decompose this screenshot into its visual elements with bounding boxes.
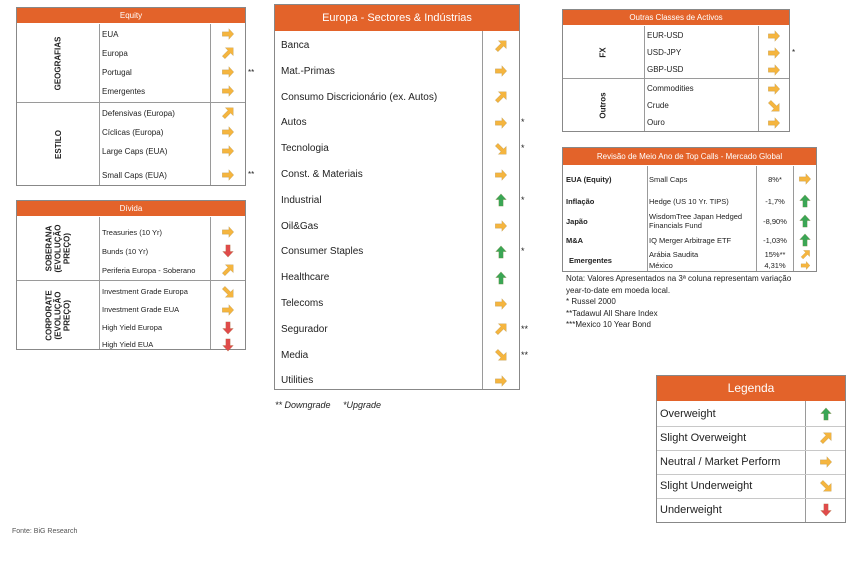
sector-row-rating [483, 317, 519, 342]
sectores-title: Europa - Sectores & Indústrias [275, 5, 519, 31]
mark-fx: * [792, 48, 796, 57]
topcall-row [563, 232, 816, 248]
sector-row-label: Const. & Materiais [281, 169, 363, 180]
debt-row-rating [211, 301, 245, 318]
arrow-up-icon [494, 245, 508, 259]
revisao-panel [562, 147, 817, 272]
topcall-note: ***Mexico 10 Year Bond [566, 320, 651, 329]
topcall-category: Inflação [566, 196, 595, 206]
arrow-right-icon [221, 84, 235, 98]
sector-row-rating [483, 136, 519, 161]
equity-row [17, 103, 245, 123]
mark-small-caps: ** [248, 170, 255, 179]
topcall-rating [794, 210, 816, 232]
sector-row-rating [483, 85, 519, 110]
arrow-right-icon [221, 65, 235, 79]
sector-row [275, 85, 519, 110]
asset-row-rating [759, 97, 789, 114]
sector-mark: * [521, 246, 525, 257]
arrow-right-icon [494, 374, 508, 388]
sector-row [275, 33, 519, 58]
arrow-right-icon [221, 125, 235, 139]
topcall-asset: México [649, 261, 673, 270]
arrow-right-icon [819, 455, 833, 469]
sectores-footnote: ** Downgrade *Upgrade [275, 400, 382, 410]
asset-row-label: GBP-USD [647, 65, 684, 74]
equity-row-rating [211, 122, 245, 142]
debt-row-rating [211, 223, 245, 241]
sector-mark: * [521, 143, 525, 154]
sector-row [275, 368, 519, 393]
equity-row-rating [211, 82, 245, 100]
topcall-note: year-to-date em moeda local. [566, 285, 671, 295]
topcall-rating [794, 232, 816, 248]
equity-row [17, 82, 245, 100]
outras-title: Outras Classes de Activos [563, 10, 789, 25]
sector-row-rating [483, 343, 519, 368]
equity-row-rating [211, 165, 245, 185]
equity-row-label: Large Caps (EUA) [102, 146, 168, 156]
sector-row [275, 265, 519, 290]
sector-row-rating [483, 368, 519, 393]
arrow-right-icon [767, 46, 781, 60]
legend-label: Slight Underweight [660, 480, 753, 492]
arrow-up-right-icon [221, 46, 235, 60]
divida-title: Dívida [17, 201, 245, 216]
debt-row-label: High Yield Europa [102, 323, 163, 332]
topcall-value: 8%* [768, 174, 782, 184]
topcall-asset: Small Caps [649, 174, 688, 184]
legend-symbol [806, 450, 845, 474]
asset-row-label: Ouro [647, 118, 665, 127]
legend-item [657, 498, 845, 522]
topcall-rating [794, 260, 816, 271]
group-label-fx: FX [598, 46, 608, 58]
asset-row [563, 114, 789, 131]
arrow-right-icon [494, 297, 508, 311]
topcall-category: EUA (Equity) [566, 174, 612, 184]
sector-row-label: Consumer Staples [281, 246, 364, 258]
sector-row-rating [483, 162, 519, 187]
arrow-right-icon [494, 64, 508, 78]
asset-row [563, 44, 789, 61]
equity-row-label: Europa [102, 48, 128, 58]
arrow-down-right-icon [221, 285, 235, 299]
sector-mark: ** [521, 323, 529, 334]
debt-row-rating [211, 283, 245, 300]
arrow-down-icon [221, 244, 235, 258]
debt-row-label: High Yield EUA [102, 340, 154, 349]
topcall-value: -1,7% [765, 196, 785, 206]
equity-row [17, 165, 245, 185]
arrow-right-icon [221, 27, 235, 41]
sector-row [275, 317, 519, 342]
topcall-note: **Tadawul All Share Index [566, 308, 658, 318]
equity-row-label: Small Caps (EUA) [102, 170, 167, 180]
debt-row [17, 336, 245, 353]
sector-row-label: Consumo Discricionário (ex. Autos) [281, 91, 438, 103]
equity-row [17, 63, 245, 81]
topcall-value: 15%** [764, 250, 786, 259]
legend-label: Underweight [660, 504, 722, 516]
group-label-soberana: SOBERANA (EVOLUÇÃO PREÇO) [44, 224, 72, 273]
legend-label: Neutral / Market Perform [660, 456, 781, 468]
arrow-down-right-icon [494, 142, 508, 156]
equity-row-rating [211, 141, 245, 161]
sector-row-rating [483, 214, 519, 239]
asset-row [563, 97, 789, 114]
sector-row-label: Banca [281, 40, 310, 51]
sector-row-label: Telecoms [281, 298, 324, 309]
legend-label: Slight Overweight [660, 432, 747, 444]
equity-row-label: Emergentes [102, 86, 146, 96]
arrow-up-icon [819, 407, 833, 421]
sector-row-label: Mat.-Primas [281, 65, 335, 77]
sector-row [275, 188, 519, 213]
sector-row-rating [483, 239, 519, 264]
asset-row [563, 80, 789, 97]
arrow-up-icon [494, 271, 508, 285]
debt-row-label: Investment Grade EUA [102, 305, 180, 314]
topcall-value: -8,90% [763, 216, 787, 226]
arrow-right-icon [221, 225, 235, 239]
arrow-right-icon [221, 168, 235, 182]
sector-mark: * [521, 194, 525, 205]
sector-row-rating [483, 33, 519, 58]
equity-row-rating [211, 25, 245, 43]
equity-title: Equity [17, 8, 245, 23]
topcall-value: 4,31% [764, 261, 786, 270]
debt-row-rating [211, 242, 245, 260]
sector-row-label: Oil&Gas [281, 220, 319, 232]
legend-item [657, 474, 845, 498]
topcall-row [563, 168, 816, 190]
group-label-estilo: ESTILO [53, 129, 63, 159]
arrow-down-right-icon [767, 99, 781, 113]
legend-label: Overweight [660, 408, 716, 420]
legend-item [657, 402, 845, 426]
topcall-rating [794, 249, 816, 260]
equity-row-label: Cíclicas (Europa) [102, 127, 164, 137]
debt-row [17, 301, 245, 318]
arrow-up-icon [798, 214, 812, 228]
sector-row [275, 239, 519, 264]
arrow-up-right-icon [800, 249, 811, 260]
sector-row [275, 59, 519, 84]
debt-row [17, 242, 245, 260]
equity-row-rating [211, 44, 245, 62]
debt-row-label: Treasuries (10 Yr) [102, 227, 163, 237]
topcall-row [563, 210, 816, 232]
asset-row-rating [759, 80, 789, 97]
sector-row-label: Utilities [281, 375, 314, 387]
arrow-right-icon [767, 29, 781, 43]
arrow-right-icon [767, 116, 781, 130]
source-text: Fonte: BiG Research [12, 528, 78, 535]
topcall-asset: Arábia Saudita [649, 250, 699, 259]
arrow-up-right-icon [819, 431, 833, 445]
debt-row-label: Bunds (10 Yr) [102, 246, 149, 256]
topcall-note: * Russel 2000 [566, 297, 616, 306]
group-label-outros: Outros [598, 91, 608, 119]
arrow-right-icon [494, 116, 508, 130]
arrow-right-icon [800, 260, 811, 271]
arrow-right-icon [798, 172, 812, 186]
topcall-category: Emergentes [569, 255, 612, 265]
topcall-row-emergentes [563, 249, 816, 271]
legenda-title: Legenda [657, 376, 845, 401]
group-label-corporate: CORPORATE (EVOLUÇÃO PREÇO) [44, 289, 72, 341]
sector-row-label: Tecnologia [281, 143, 329, 155]
equity-row-label: Defensivas (Europa) [102, 108, 175, 118]
group-label-geografias: GEOGRAFIAS [53, 36, 63, 90]
asset-row-rating [759, 27, 789, 44]
arrow-right-icon [494, 168, 508, 182]
legend-symbol [806, 402, 845, 426]
topcall-row [563, 192, 816, 210]
equity-row-rating [211, 103, 245, 123]
arrow-up-icon [798, 233, 812, 247]
topcall-asset: Hedge (US 10 Yr. TIPS) [649, 196, 729, 206]
asset-row-label: USD-JPY [647, 48, 682, 57]
legend-symbol [806, 498, 845, 522]
equity-row [17, 44, 245, 62]
legend-item [657, 450, 845, 474]
arrow-down-right-icon [819, 479, 833, 493]
asset-row [563, 61, 789, 78]
arrow-up-icon [494, 193, 508, 207]
outras-panel [562, 9, 790, 132]
equity-row [17, 25, 245, 43]
arrow-right-icon [494, 219, 508, 233]
debt-row [17, 261, 245, 279]
sector-row [275, 162, 519, 187]
topcall-note: Nota: Valores Apresentados na 3ª coluna representam variação [566, 274, 792, 283]
sector-row-rating [483, 59, 519, 84]
topcall-category: Japão [566, 216, 588, 226]
asset-row [563, 27, 789, 44]
arrow-up-right-icon [494, 322, 508, 336]
equity-row-rating [211, 63, 245, 81]
sector-row-rating [483, 265, 519, 290]
topcall-asset: WisdomTree Japan Hedged Financials Fund [649, 212, 743, 230]
sector-row [275, 343, 519, 368]
debt-row-label: Periferia Europa - Soberano [102, 265, 196, 275]
sector-mark: * [521, 117, 525, 128]
sector-row-label: Autos [281, 117, 307, 129]
debt-row [17, 223, 245, 241]
debt-row-rating [211, 319, 245, 336]
sector-row-label: Healthcare [281, 272, 330, 284]
arrow-right-icon [767, 63, 781, 77]
topcall-rating [794, 168, 816, 190]
arrow-right-icon [767, 82, 781, 96]
arrow-down-icon [819, 503, 833, 517]
sector-row [275, 291, 519, 316]
asset-row-label: EUR-USD [647, 31, 684, 40]
legend-item [657, 426, 845, 450]
asset-row-label: Commodities [647, 84, 694, 93]
topcall-value: -1,03% [763, 235, 787, 245]
equity-row-label: EUA [102, 29, 119, 39]
sector-row-rating [483, 110, 519, 135]
debt-row-label: Investment Grade Europa [102, 287, 188, 296]
asset-row-rating [759, 44, 789, 61]
arrow-down-icon [221, 321, 235, 335]
sector-row-label: Industrial [281, 194, 322, 206]
arrow-down-right-icon [494, 348, 508, 362]
sector-row [275, 214, 519, 239]
debt-row-rating [211, 261, 245, 279]
asset-row-rating [759, 61, 789, 78]
sectores-panel [274, 4, 520, 390]
equity-row-label: Portugal [102, 67, 132, 77]
revisao-title: Revisão de Meio Ano de Top Calls - Mercado Global [563, 148, 816, 165]
topcall-rating [794, 192, 816, 210]
sector-row [275, 110, 519, 135]
sector-row-label: Segurador [281, 323, 328, 335]
sector-row-label: Media [281, 349, 309, 361]
arrow-up-right-icon [494, 90, 508, 104]
debt-row-rating [211, 336, 245, 353]
topcall-category: M&A [566, 235, 584, 245]
mark-portugal: ** [248, 68, 255, 77]
debt-row [17, 283, 245, 300]
arrow-up-right-icon [494, 39, 508, 53]
arrow-up-right-icon [221, 106, 235, 120]
arrow-right-icon [221, 144, 235, 158]
sector-mark: ** [521, 349, 529, 360]
sector-row-rating [483, 188, 519, 213]
arrow-down-icon [221, 338, 235, 352]
sector-row-rating [483, 291, 519, 316]
arrow-right-icon [221, 303, 235, 317]
legend-symbol [806, 474, 845, 498]
equity-row [17, 122, 245, 142]
sector-row [275, 136, 519, 161]
equity-panel [16, 7, 246, 186]
debt-row [17, 319, 245, 336]
arrow-up-right-icon [221, 263, 235, 277]
topcall-asset: IQ Merger Arbitrage ETF [649, 235, 732, 245]
equity-row [17, 141, 245, 161]
legend-symbol [806, 426, 845, 450]
arrow-up-icon [798, 194, 812, 208]
asset-row-label: Crude [647, 101, 669, 110]
asset-row-rating [759, 114, 789, 131]
legenda-panel [656, 375, 846, 523]
divida-panel [16, 200, 246, 350]
